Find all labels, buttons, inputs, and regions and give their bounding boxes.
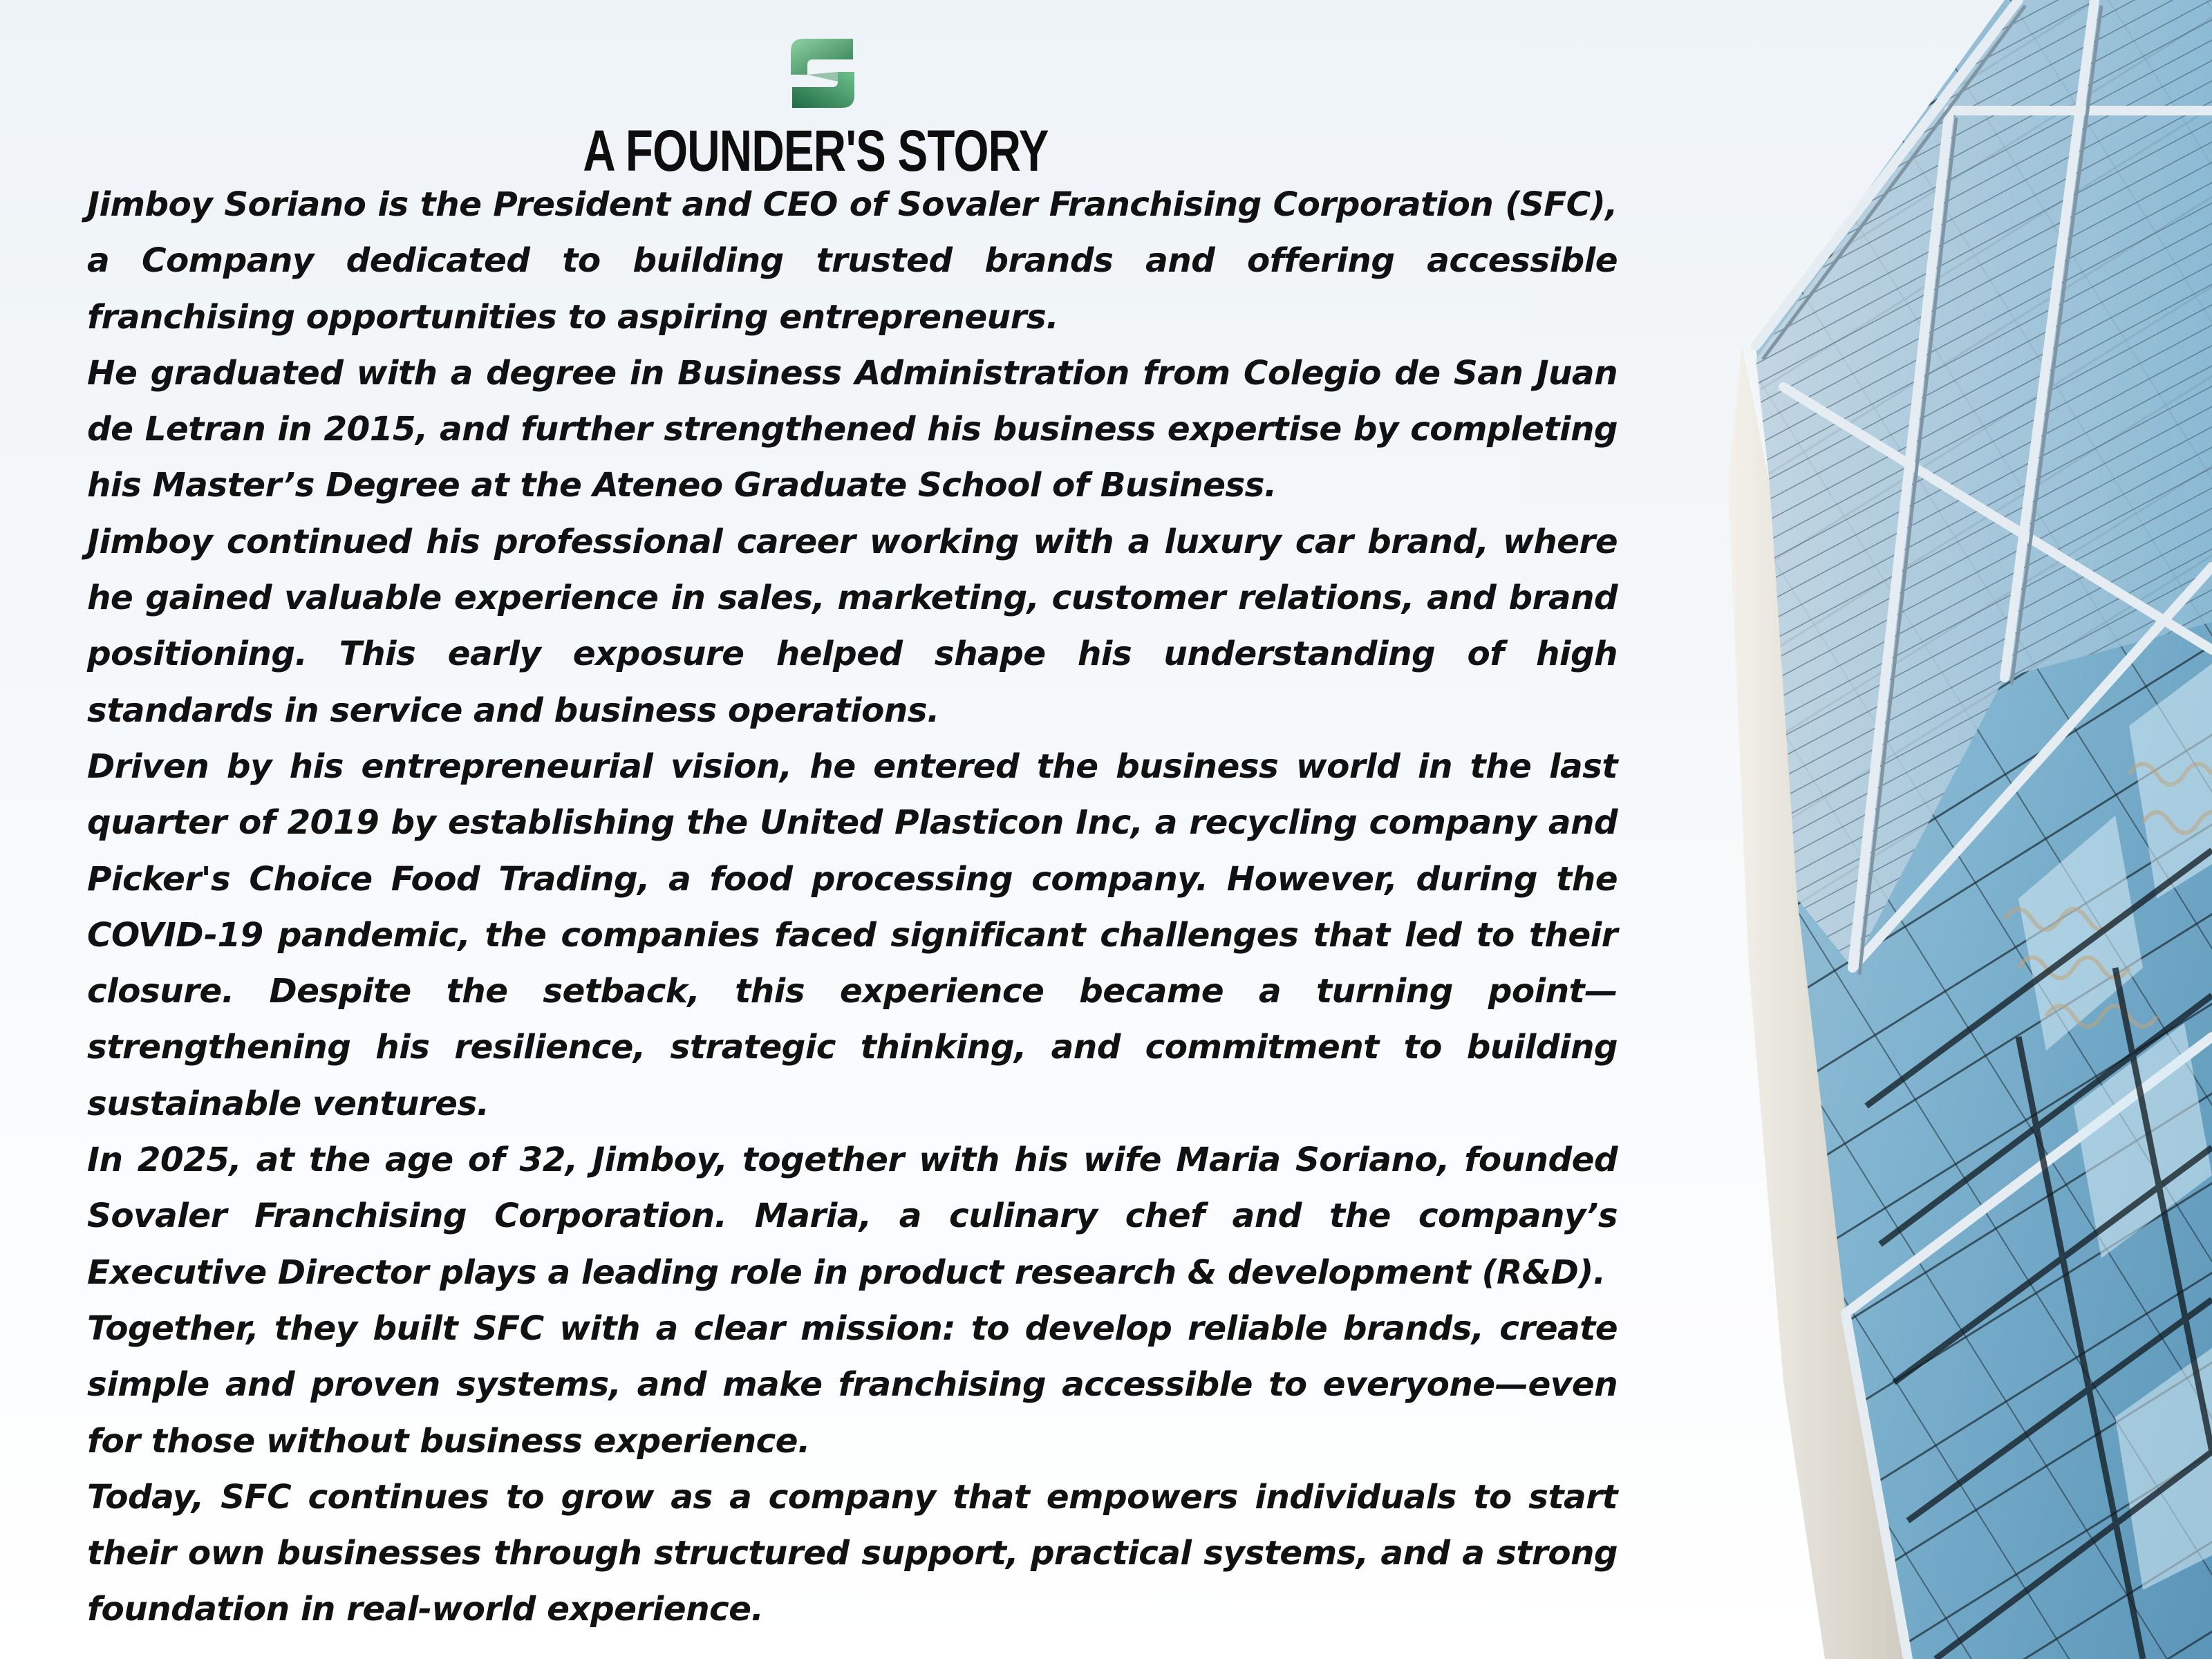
page-title: A FOUNDER'S STORY bbox=[583, 118, 1049, 183]
story-paragraph: Today, SFC continues to grow as a company that empowers individuals to start their own businesses through structured support, practical systems, and a strong foundation in real-world experience. bbox=[87, 1477, 1618, 1629]
sovaler-s-logo-icon bbox=[781, 32, 864, 115]
story-paragraph: Jimboy continued his professional career working with a luxury car brand, where he gained valuable experience in sales, marketing, customer relations, and brand positioning. This early exposure helped shape his understanding of high standards in service and business operations. bbox=[87, 522, 1618, 730]
skyscraper-image bbox=[1521, 0, 2212, 1659]
glass-skyscraper-icon bbox=[1521, 0, 2212, 1659]
story-paragraph: Together, they built SFC with a clear mission: to develop reliable brands, create simple and proven systems, and make franchising accessible to everyone—even for those without business experience. bbox=[87, 1309, 1618, 1461]
story-body bbox=[87, 177, 1618, 1638]
story-paragraph: In 2025, at the age of 32, Jimboy, together with his wife Maria Soriano, founded Sovaler Franchising Corporation. Maria, a culinary chef and the company’s Executive Director plays a leading role in product research & development (R&D). bbox=[87, 1141, 1618, 1292]
story-paragraph: Driven by his entrepreneurial vision, he entered the business world in the last quarter of 2019 by establishing the United Plasticon Inc, a recycling company and Picker's Choice Food Trading, a food processing company. However, during the COVID-19 pandemic, the companies faced significant challenges that led to their closure. Despite the setback, this experience became a turning point—strengthening his resilience, strategic thinking, and commitment to building sustainable ventures. bbox=[87, 747, 1618, 1123]
company-logo bbox=[781, 32, 864, 115]
story-paragraph: He graduated with a degree in Business Administration from Colegio de San Juan de Letran in 2015, and further strengthened his business expertise by completing his Master’s Degree at the Ateneo Graduate School of Business. bbox=[87, 353, 1618, 505]
story-paragraph: Jimboy Soriano is the President and CEO of Sovaler Franchising Corporation (SFC), a Company dedicated to building trusted brands and offering accessible franchising opportunities to aspiring entrepreneurs. bbox=[87, 185, 1618, 337]
